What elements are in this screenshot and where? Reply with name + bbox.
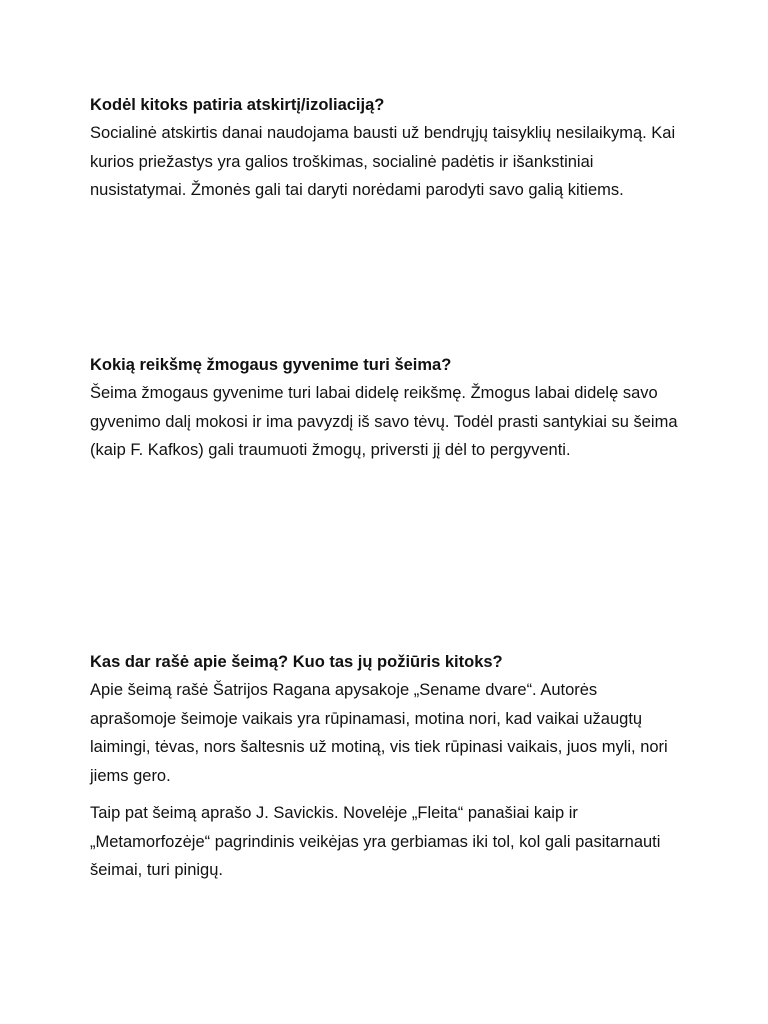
section-isolation — [90, 91, 690, 205]
section-other-authors — [90, 648, 690, 885]
section-paragraph: Socialinė atskirtis danai naudojama bausti už bendrųjų taisyklių nesilaikymą. Kai kurios priežastys yra galios troškimas, socialinė padėtis ir išankstiniai nusistatymai. Žmonės gali tai daryti norėdami parodyti savo galią kitiems. — [90, 124, 676, 199]
section-heading: Kodėl kitoks patiria atskirtį/izoliaciją? — [90, 96, 385, 114]
section-paragraph: Apie šeimą rašė Šatrijos Ragana apysakoje „Sename dvare“. Autorės aprašomoje šeimoje vaikais yra rūpinamasi, motina nori, kad vaikai užaugtų laimingi, tėvas, nors šaltesnis už motiną, vis tiek rūpinasi vaikais, juos myli, nori jiems gero. — [90, 681, 668, 785]
section-paragraph: Šeima žmogaus gyvenime turi labai didelę reikšmę. Žmogus labai didelę savo gyvenimo dalį mokosi ir ima pavyzdį iš savo tėvų. Todėl prasti santykiai su šeima (kaip F. Kafkos) gali traumuoti žmogų, priversti jį dėl to pergyventi. — [90, 384, 678, 459]
section-family-meaning — [90, 351, 690, 465]
section-heading: Kas dar rašė apie šeimą? Kuo tas jų požiūris kitoks? — [90, 653, 503, 671]
section-heading: Kokią reikšmę žmogaus gyvenime turi šeima? — [90, 356, 452, 374]
section-paragraph: Taip pat šeimą aprašo J. Savickis. Novelėje „Fleita“ panašiai kaip ir „Metamorfozėje“ pagrindinis veikėjas yra gerbiamas iki tol, kol gali pasitarnauti šeimai, turi pinigų. — [90, 804, 661, 879]
